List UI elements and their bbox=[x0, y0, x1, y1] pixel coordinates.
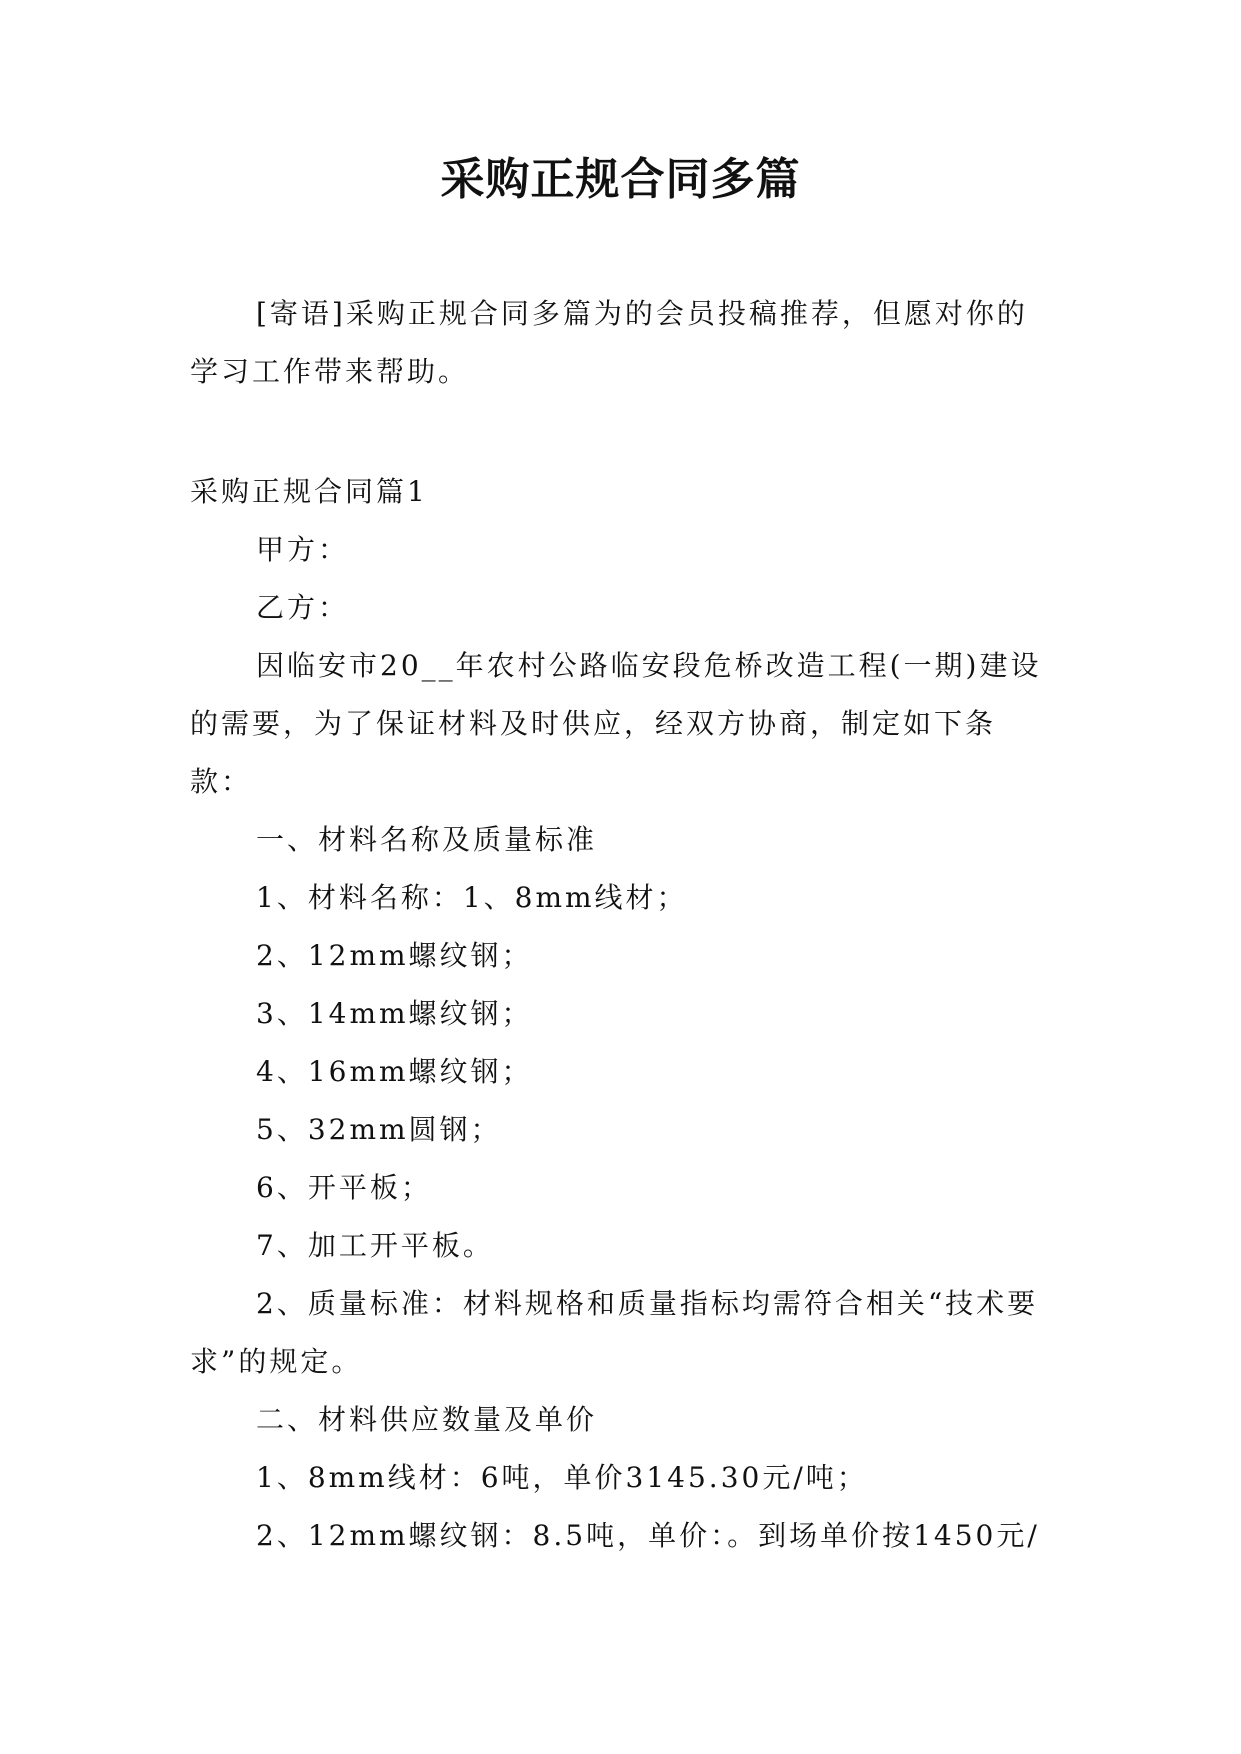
document-title: 采购正规合同多篇 bbox=[440, 154, 801, 205]
intro-paragraph: [寄语]采购正规合同多篇为的会员投稿推荐，但愿对你的学习工作带来帮助。 bbox=[190, 297, 1028, 388]
paragraph-material-processed-plate: 7、加工开平板。 bbox=[256, 1229, 494, 1262]
paragraph-purpose: 因临安市20__年农村公路临安段危桥改造工程(一期)建设的需要，为了保证材料及时供应，经双方协商，制定如下条款： bbox=[190, 649, 1042, 798]
paragraph-quality-standard: 2、质量标准：材料规格和质量指标均需符合相关“技术要求”的规定。 bbox=[190, 1287, 1039, 1378]
paragraph-party-b: 乙方： bbox=[256, 591, 350, 624]
paragraph-material-16mm: 4、16mm螺纹钢； bbox=[256, 1055, 533, 1088]
paragraph-material-12mm: 2、12mm螺纹钢； bbox=[256, 939, 533, 972]
paragraph-material-names: 1、材料名称：1、8mm线材； bbox=[256, 881, 688, 914]
document-body bbox=[190, 285, 1052, 1565]
paragraph-material-32mm: 5、32mm圆钢； bbox=[256, 1113, 502, 1146]
paragraph-price-8mm: 1、8mm线材：6吨，单价3145.30元/吨； bbox=[256, 1461, 868, 1494]
paragraph-clause-2-heading: 二、材料供应数量及单价 bbox=[256, 1403, 598, 1436]
section-heading: 采购正规合同篇1 bbox=[190, 475, 428, 508]
paragraph-material-14mm: 3、14mm螺纹钢； bbox=[256, 997, 533, 1030]
paragraph-party-a: 甲方： bbox=[256, 533, 350, 566]
paragraph-material-flat-plate: 6、开平板； bbox=[256, 1171, 432, 1204]
paragraph-price-12mm: 2、12mm螺纹钢：8.5吨，单价：。到场单价按1450元/ bbox=[256, 1519, 1040, 1552]
paragraph-clause-1-heading: 一、材料名称及质量标准 bbox=[256, 823, 598, 856]
